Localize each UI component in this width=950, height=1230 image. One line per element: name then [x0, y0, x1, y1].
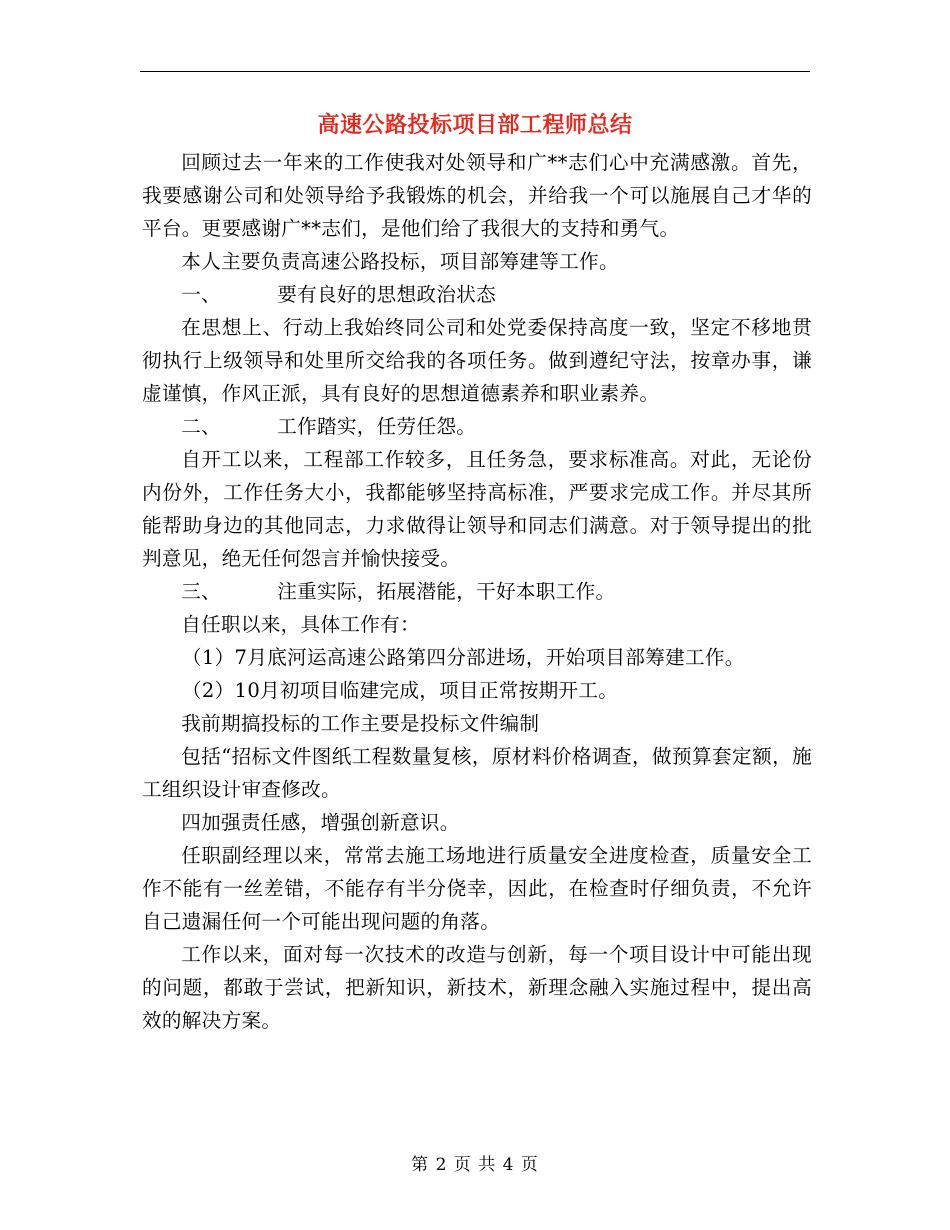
document-title: 高速公路投标项目部工程师总结: [317, 112, 633, 138]
paragraph-intro: 回顾过去一年来的工作使我对处领导和广**志们心中充满感激。首先，我要感谢公司和处领导给予我锻炼的机会，并给我一个可以施展自己才华的平台。更要感谢广**志们，是他们给了我很大的支持和勇气。: [142, 151, 812, 240]
paragraph-diligence: 自开工以来，工程部工作较多，且任务急，要求标准高。对此，无论份内份外，工作任务大小，我都能够坚持高标准，严要求完成工作。并尽其所能帮助身边的其他同志，力求做得让领导和同志们满意。对于领导提出的批判意见，绝无任何怨言并愉快接受。: [142, 448, 812, 570]
list-item: （1）7月底河运高速公路第四分部进场，开始项目部筹建工作。: [182, 646, 745, 669]
section-title: 注重实际，拓展潜能，干好本职工作。: [277, 580, 616, 603]
paragraph-innovation: 工作以来，面对每一次技术的改造与创新，每一个项目设计中可能出现的问题，都敢于尝试，把新知识，新技术，新理念融入实施过程中，提出高效的解决方案。: [142, 943, 812, 1032]
list-item: （2）10月初项目临建完成，项目正常按期开工。: [182, 679, 619, 702]
section-number: 一、: [181, 283, 221, 306]
paragraph-ideology: 在思想上、行动上我始终同公司和处党委保持高度一致，坚定不移地贯彻执行上级领导和处里所交给我的各项任务。做到遵纪守法，按章办事，谦虚谨慎，作风正派，具有良好的思想道德素养和职业素养。: [142, 316, 812, 405]
section-heading-1: [142, 278, 812, 311]
paragraph-bidding: 我前期搞投标的工作主要是投标文件编制: [181, 712, 540, 735]
document-body: [142, 146, 812, 1037]
section-heading-2: [142, 410, 812, 443]
paragraph-quality-safety: 任职副经理以来，常常去施工场地进行质量安全进度检查，质量安全工作不能有一丝差错，不能存有半分侥幸，因此，在检查时仔细负责，不允许自己遗漏任何一个可能出现问题的角落。: [142, 844, 812, 933]
paragraph-work-list-intro: 自任职以来，具体工作有：: [181, 613, 420, 636]
paragraph-section-4: 四加强责任感，增强创新意识。: [181, 811, 460, 834]
section-number: 三、: [181, 580, 221, 603]
section-number: 二、: [181, 415, 221, 438]
header-rule: [140, 71, 810, 72]
paragraph-responsibility: 本人主要负责高速公路投标，项目部筹建等工作。: [181, 250, 619, 273]
paragraph-bidding-detail: 包括“招标文件图纸工程数量复核，原材料价格调查，做预算套定额，施工组织设计审查修改。: [142, 745, 812, 801]
page-footer: 第 2 页 共 4 页: [411, 1155, 539, 1175]
section-title: 工作踏实，任劳任怨。: [277, 415, 477, 438]
section-title: 要有良好的思想政治状态: [277, 283, 497, 306]
section-heading-3: [142, 575, 812, 608]
